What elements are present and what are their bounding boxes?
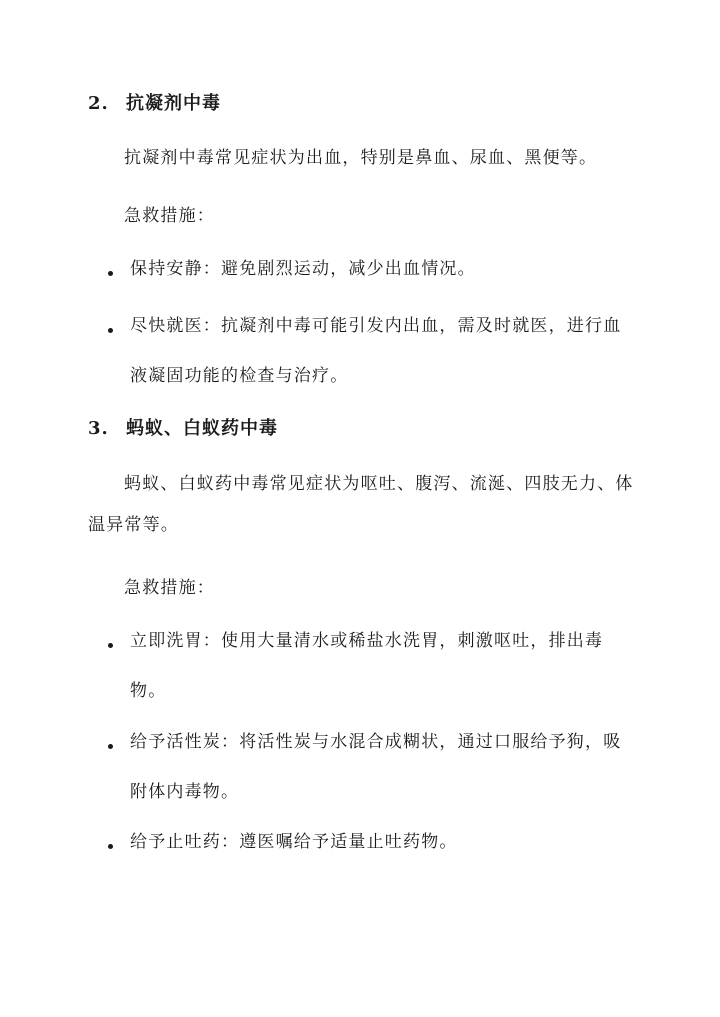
bullet-icon: [108, 744, 113, 749]
list-item-text: 给予止吐药：遵医嘱给予适量止吐药物。: [130, 832, 458, 852]
list-item-text: 保持安静：避免剧烈运动，减少出血情况。: [130, 259, 476, 279]
section-heading-2: [88, 89, 221, 115]
measures-label-3: 急救措施：: [124, 578, 215, 598]
section-heading-3: [88, 414, 278, 440]
bullet-icon: [108, 844, 113, 849]
section-title: 抗凝剂中毒: [126, 93, 221, 114]
section-number: 3.: [88, 418, 109, 439]
measures-label-2: 急救措施：: [124, 206, 215, 226]
bullet-icon: [108, 328, 113, 333]
bullet-icon: [108, 643, 113, 648]
bullet-icon: [108, 271, 113, 276]
section-number: 2.: [88, 93, 109, 114]
section-intro-2: 抗凝剂中毒常见症状为出血，特别是鼻血、尿血、黑便等。: [124, 148, 598, 168]
list-item-text: 立即洗胃：使用大量清水或稀盐水洗胃，刺激呕吐，排出毒物。: [130, 631, 604, 701]
list-item-text: 给予活性炭：将活性炭与水混合成糊状，通过口服给予狗，吸附体内毒物。: [130, 732, 622, 802]
section-intro-3: 蚂蚁、白蚁药中毒常见症状为呕吐、腹泻、流涎、四肢无力、体温异常等。: [88, 474, 634, 535]
section-title: 蚂蚁、白蚁药中毒: [126, 418, 278, 439]
list-item-text: 尽快就医：抗凝剂中毒可能引发内出血，需及时就医，进行血液凝固功能的检查与治疗。: [130, 316, 622, 386]
